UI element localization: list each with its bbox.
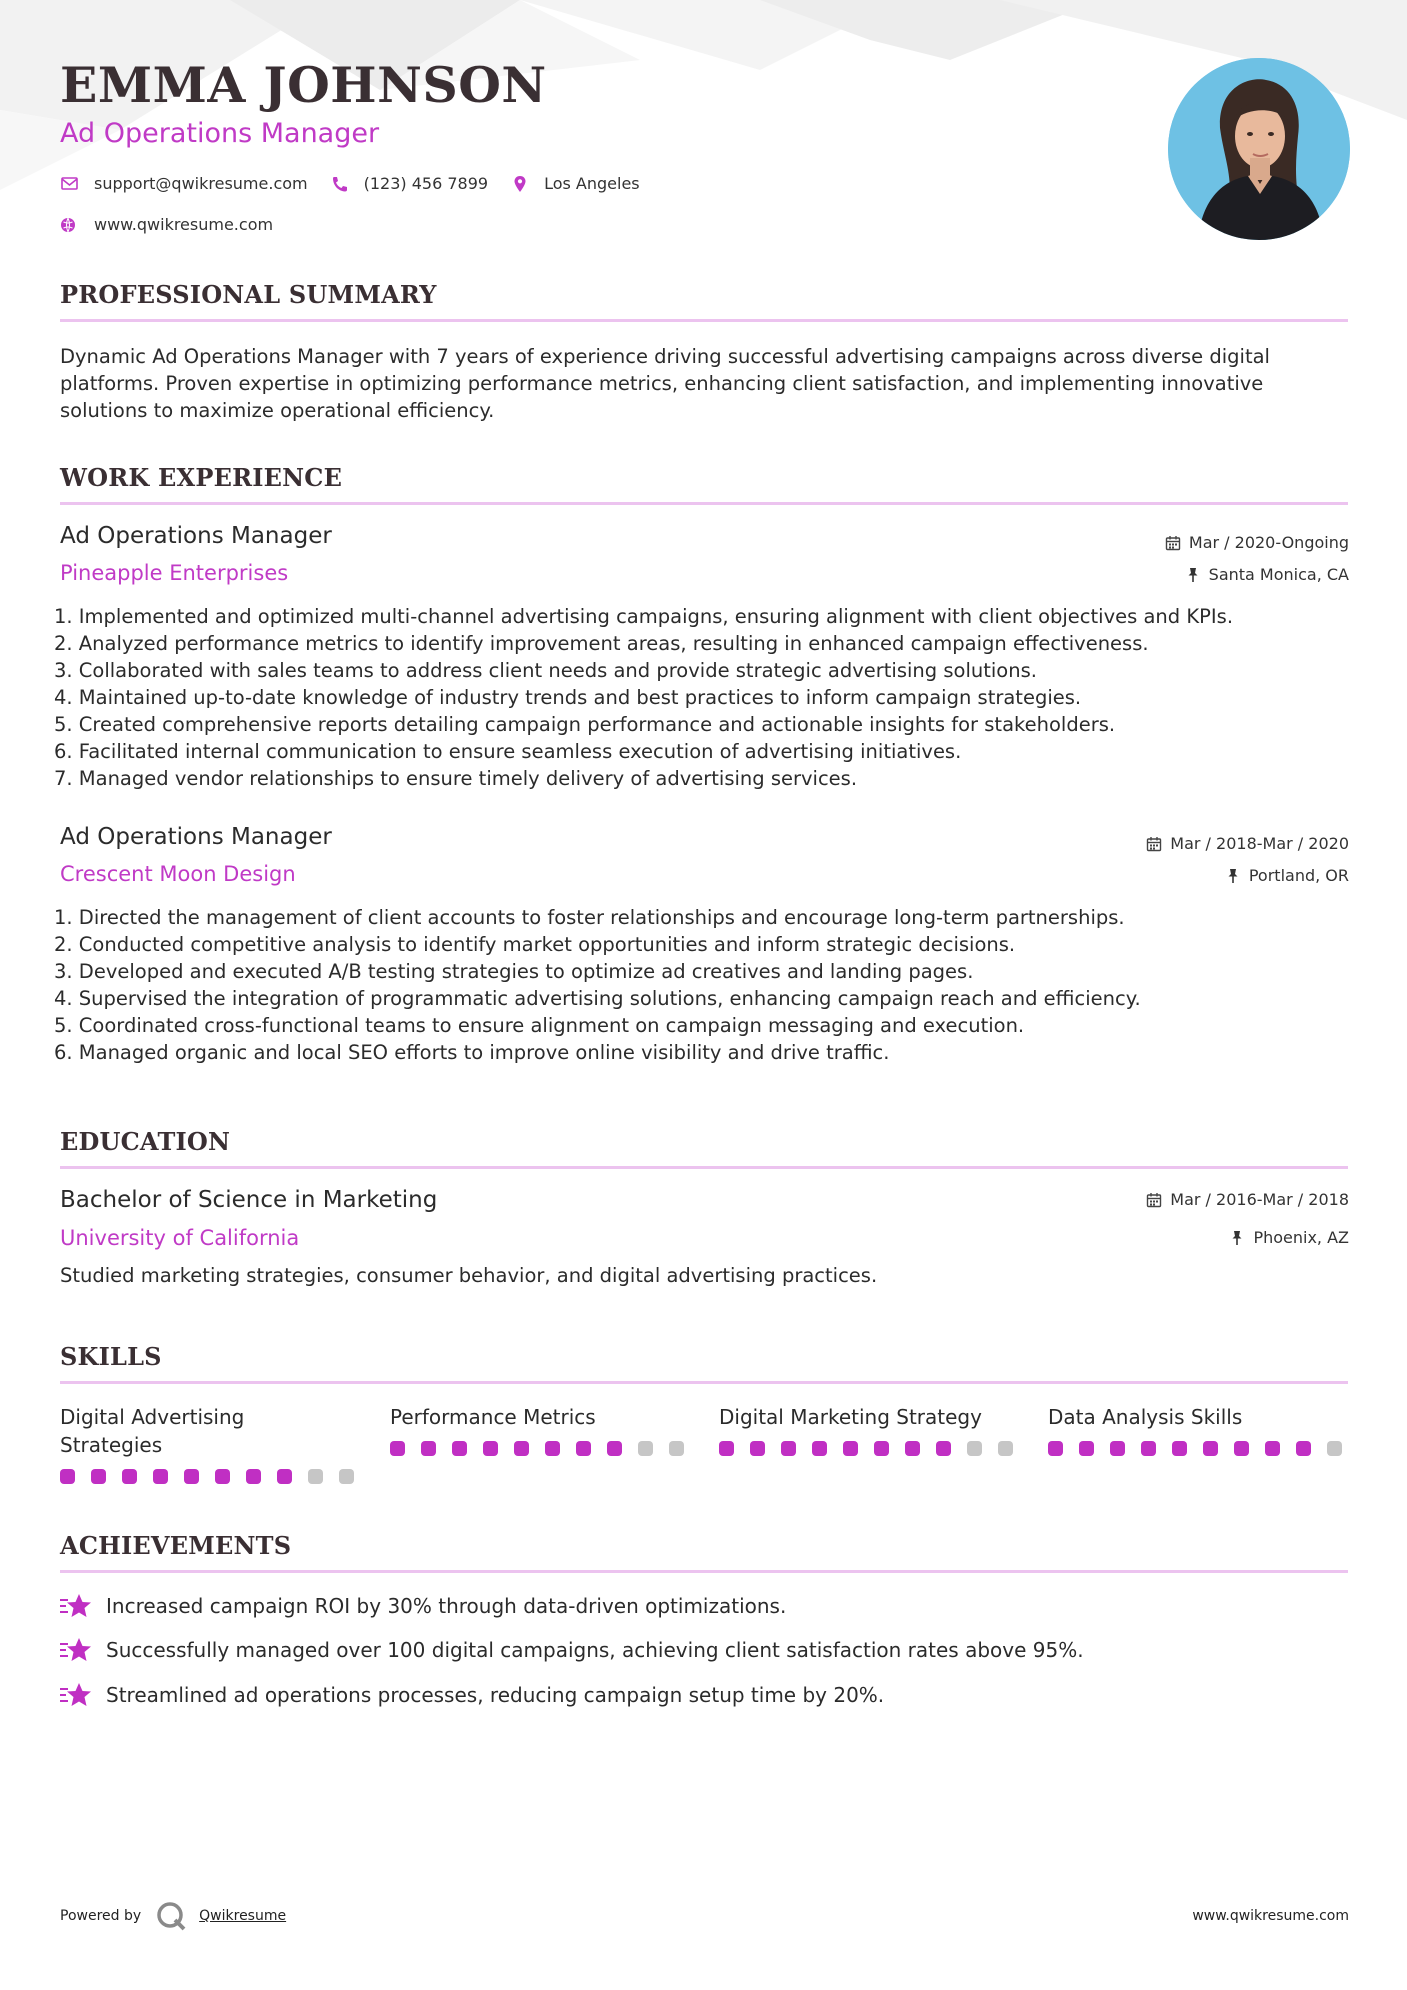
rating-dot-filled <box>1048 1441 1063 1456</box>
section-title-skills: SKILLS <box>60 1342 162 1371</box>
rating-dot-filled <box>153 1469 168 1484</box>
footer-powered-by <box>60 1900 286 1932</box>
email-text: support@qwikresume.com <box>94 174 308 193</box>
contact-location <box>510 174 640 193</box>
rating-dot-empty <box>1327 1441 1342 1456</box>
section-title-achievements: ACHIEVEMENTS <box>60 1531 292 1560</box>
rating-dot-empty <box>998 1441 1013 1456</box>
list-item: 5. Coordinated cross-functional teams to ensure alignment on campaign messaging and execution. <box>54 1014 1025 1037</box>
section-divider <box>60 319 1348 322</box>
rating-dot-filled <box>750 1441 765 1456</box>
footer-website[interactable]: www.qwikresume.com <box>1192 1908 1349 1924</box>
skill-name: Digital Advertising Strategies <box>60 1405 245 1457</box>
skill-name: Digital Marketing Strategy <box>719 1405 982 1429</box>
job-location <box>1185 565 1349 584</box>
website-text: www.qwikresume.com <box>94 215 274 234</box>
company-name: Crescent Moon Design <box>60 862 296 886</box>
list-item: 6. Managed organic and local SEO efforts to improve online visibility and drive traffic. <box>54 1041 890 1064</box>
rating-dot-filled <box>1141 1441 1156 1456</box>
location-text: Los Angeles <box>544 174 640 193</box>
star-icon <box>60 1636 92 1664</box>
rating-dot-filled <box>421 1441 436 1456</box>
rating-dot-filled <box>781 1441 796 1456</box>
list-item: 5. Created comprehensive reports detailing campaign performance and actionable insights for stakeholders. <box>54 713 1116 736</box>
list-item: 2. Conducted competitive analysis to identify market opportunities and inform strategic decisions. <box>54 933 1016 956</box>
list-item: 6. Facilitated internal communication to ensure seamless execution of advertising initiatives. <box>54 740 962 763</box>
skill-name: Performance Metrics <box>390 1405 596 1429</box>
brand-link[interactable]: Qwikresume <box>199 1908 287 1924</box>
list-item: 3. Developed and executed A/B testing strategies to optimize ad creatives and landing pages. <box>54 960 974 983</box>
education-dates <box>1146 1190 1349 1209</box>
rating-dot-empty <box>967 1441 982 1456</box>
section-title-experience: WORK EXPERIENCE <box>60 463 343 492</box>
skill-item <box>60 1403 360 1484</box>
job-dates <box>1165 533 1349 552</box>
list-item: 4. Maintained up-to-date knowledge of industry trends and best practices to inform campaign strategies. <box>54 686 1082 709</box>
rating-dot-filled <box>1296 1441 1311 1456</box>
job-dates-text: Mar / 2020-Ongoing <box>1188 533 1349 552</box>
rating-dot-filled <box>1265 1441 1280 1456</box>
section-divider <box>60 1570 1348 1573</box>
rating-dot-filled <box>390 1441 405 1456</box>
achievement-item <box>60 1681 884 1709</box>
achievement-item <box>60 1592 786 1620</box>
pushpin-icon <box>1185 567 1201 583</box>
job-title: Ad Operations Manager <box>60 523 332 549</box>
list-item: 1. Directed the management of client accounts to foster relationships and encourage long-term partnerships. <box>54 906 1125 929</box>
section-divider <box>60 502 1348 505</box>
contact-email[interactable] <box>60 174 308 193</box>
skill-rating <box>60 1469 360 1484</box>
globe-icon <box>60 216 80 234</box>
degree-title: Bachelor of Science in Marketing <box>60 1187 438 1213</box>
rating-dot-filled <box>576 1441 591 1456</box>
contact-phone[interactable] <box>330 174 488 193</box>
job-bullets <box>54 904 1354 1066</box>
job-dates <box>1146 834 1349 853</box>
list-item: 2. Analyzed performance metrics to identify improvement areas, resulting in enhanced campaign effectiveness. <box>54 632 1149 655</box>
rating-dot-empty <box>308 1469 323 1484</box>
education-dates-text: Mar / 2016-Mar / 2018 <box>1170 1190 1349 1209</box>
skill-rating <box>719 1441 1019 1456</box>
education-location <box>1229 1228 1349 1247</box>
pushpin-icon <box>1225 868 1241 884</box>
skill-name: Data Analysis Skills <box>1048 1405 1243 1429</box>
rating-dot-filled <box>607 1441 622 1456</box>
rating-dot-filled <box>514 1441 529 1456</box>
rating-dot-filled <box>1110 1441 1125 1456</box>
pushpin-icon <box>1229 1230 1245 1246</box>
list-item: 3. Collaborated with sales teams to address client needs and provide strategic advertising solutions. <box>54 659 1037 682</box>
summary-text: Dynamic Ad Operations Manager with 7 years of experience driving successful advertising campaigns across diverse digital platforms. Proven expertise in optimizing performance metrics, enhancing client satisfaction, and implementing innovative solutions to maximize operational efficiency. <box>60 345 1270 422</box>
contact-row <box>60 174 662 193</box>
rating-dot-filled <box>246 1469 261 1484</box>
rating-dot-filled <box>905 1441 920 1456</box>
company-name: Pineapple Enterprises <box>60 561 289 585</box>
rating-dot-empty <box>669 1441 684 1456</box>
skill-item <box>390 1403 690 1456</box>
education-description: Studied marketing strategies, consumer behavior, and digital advertising practices. <box>60 1264 878 1287</box>
calendar-icon <box>1146 836 1162 852</box>
rating-dot-filled <box>843 1441 858 1456</box>
rating-dot-filled <box>545 1441 560 1456</box>
rating-dot-filled <box>483 1441 498 1456</box>
candidate-name: EMMA JOHNSON <box>60 56 547 114</box>
job-location-text: Santa Monica, CA <box>1208 565 1349 584</box>
powered-by-text: Powered by <box>60 1908 142 1924</box>
skill-item <box>1048 1403 1348 1456</box>
list-item: 1. Implemented and optimized multi-channel advertising campaigns, ensuring alignment with client objectives and KPIs. <box>54 605 1234 628</box>
rating-dot-filled <box>215 1469 230 1484</box>
skill-item <box>719 1403 1019 1456</box>
star-icon <box>60 1681 92 1709</box>
rating-dot-filled <box>874 1441 889 1456</box>
phone-icon <box>330 175 350 193</box>
skill-rating <box>1048 1441 1348 1456</box>
job-location-text: Portland, OR <box>1248 866 1349 885</box>
calendar-icon <box>1165 535 1181 551</box>
job-dates-text: Mar / 2018-Mar / 2020 <box>1170 834 1349 853</box>
education-location-text: Phoenix, AZ <box>1253 1228 1349 1247</box>
list-item: 4. Supervised the integration of programmatic advertising solutions, enhancing campaign reach and efficiency. <box>54 987 1141 1010</box>
achievement-text: Streamlined ad operations processes, reducing campaign setup time by 20%. <box>106 1683 885 1707</box>
candidate-title: Ad Operations Manager <box>60 118 380 149</box>
job-location <box>1225 866 1349 885</box>
rating-dot-filled <box>936 1441 951 1456</box>
profile-photo <box>1168 58 1350 240</box>
envelope-icon <box>60 175 80 193</box>
rating-dot-filled <box>812 1441 827 1456</box>
section-divider <box>60 1381 1348 1384</box>
map-pin-icon <box>510 175 530 193</box>
rating-dot-filled <box>277 1469 292 1484</box>
rating-dot-filled <box>60 1469 75 1484</box>
qwikresume-logo-icon <box>155 1900 187 1932</box>
section-title-education: EDUCATION <box>60 1127 231 1156</box>
rating-dot-filled <box>719 1441 734 1456</box>
rating-dot-filled <box>1172 1441 1187 1456</box>
achievement-item <box>60 1636 1084 1664</box>
rating-dot-empty <box>339 1469 354 1484</box>
school-name: University of California <box>60 1226 300 1250</box>
rating-dot-filled <box>1203 1441 1218 1456</box>
skill-rating <box>390 1441 690 1456</box>
calendar-icon <box>1146 1192 1162 1208</box>
star-icon <box>60 1592 92 1620</box>
contact-website[interactable] <box>60 215 295 234</box>
rating-dot-filled <box>1234 1441 1249 1456</box>
achievement-text: Increased campaign ROI by 30% through data-driven optimizations. <box>106 1594 787 1618</box>
section-divider <box>60 1166 1348 1169</box>
phone-text: (123) 456 7899 <box>363 174 489 193</box>
rating-dot-empty <box>638 1441 653 1456</box>
job-title: Ad Operations Manager <box>60 824 332 850</box>
avatar <box>1168 58 1350 240</box>
rating-dot-filled <box>184 1469 199 1484</box>
rating-dot-filled <box>91 1469 106 1484</box>
rating-dot-filled <box>452 1441 467 1456</box>
job-bullets <box>54 603 1354 792</box>
rating-dot-filled <box>1079 1441 1094 1456</box>
achievement-text: Successfully managed over 100 digital campaigns, achieving client satisfaction rates above 95%. <box>106 1638 1084 1662</box>
list-item: 7. Managed vendor relationships to ensure timely delivery of advertising services. <box>54 767 858 790</box>
rating-dot-filled <box>122 1469 137 1484</box>
section-title-summary: PROFESSIONAL SUMMARY <box>60 280 437 309</box>
